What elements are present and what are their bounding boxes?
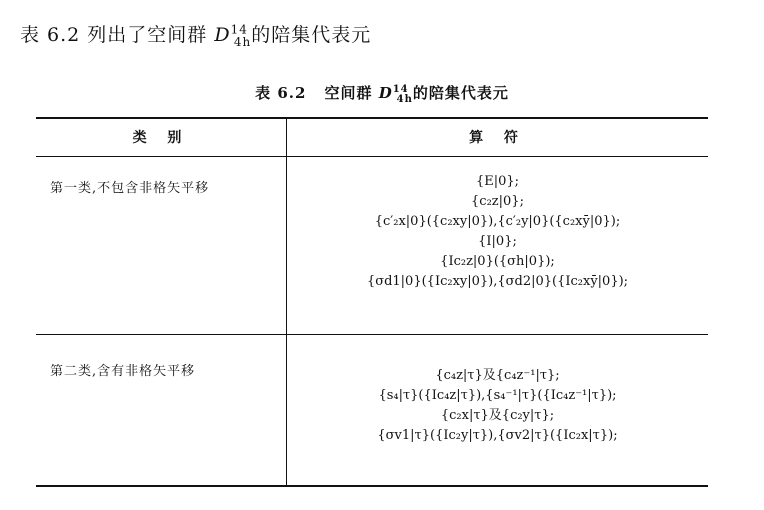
operator-line: {Ic₂z|0}({σh|0});	[440, 254, 555, 269]
intro-group-symbol: D	[214, 24, 231, 46]
operator-line: {s₄|τ}({Ic₄z|τ}),{s₄⁻¹|τ}({Ic₄z⁻¹|τ});	[378, 388, 617, 403]
caption-group-superscript: 14	[392, 84, 409, 95]
intro-group-subscript: 4h	[233, 34, 252, 49]
operator-line: {c₂z|0};	[471, 194, 524, 209]
operator-line: {σd1|0}({Ic₂xy|0}),{σd2|0}({Ic₂xȳ|0});	[366, 274, 629, 289]
row2-operators	[287, 366, 708, 446]
operator-line: {I|0};	[478, 234, 517, 249]
operator-line: {c₂x|τ}及{c₂y|τ};	[440, 408, 555, 423]
operator-line: {c′₂x|0}({c₂xy|0}),{c′₂y|0}({c₂xȳ|0});	[374, 214, 621, 229]
operator-line: {E|0};	[475, 174, 520, 189]
caption-group-symbol: D	[378, 84, 393, 102]
table-top-rule	[36, 117, 708, 119]
table-caption	[0, 82, 764, 105]
table-header-rule	[36, 156, 708, 157]
intro-text-after: 的陪集代表元	[251, 24, 372, 46]
intro-group-superscript: 14	[230, 22, 248, 37]
row1-category: 第一类,不包含非格矢平移	[50, 181, 210, 196]
intro-sentence	[20, 20, 371, 49]
row2-category: 第二类,含有非格矢平移	[50, 364, 196, 379]
table-number: 表 6.2	[255, 84, 307, 102]
operator-line: {c₄z|τ}及{c₄z⁻¹|τ};	[435, 368, 560, 383]
operator-line: {σv1|τ}({Ic₂y|τ}),{σv2|τ}({Ic₂x|τ});	[377, 428, 618, 443]
caption-text-before: 空间群	[324, 84, 379, 102]
row1-operators	[287, 172, 708, 292]
intro-text-before: 表 6.2 列出了空间群	[20, 24, 215, 46]
table-row-divider	[36, 334, 708, 335]
header-category: 类 别	[132, 130, 190, 146]
caption-text-after: 的陪集代表元	[412, 84, 509, 102]
header-operators: 算 符	[469, 130, 526, 146]
table-bottom-rule	[36, 485, 708, 487]
caption-group-subscript: 4h	[396, 94, 413, 105]
